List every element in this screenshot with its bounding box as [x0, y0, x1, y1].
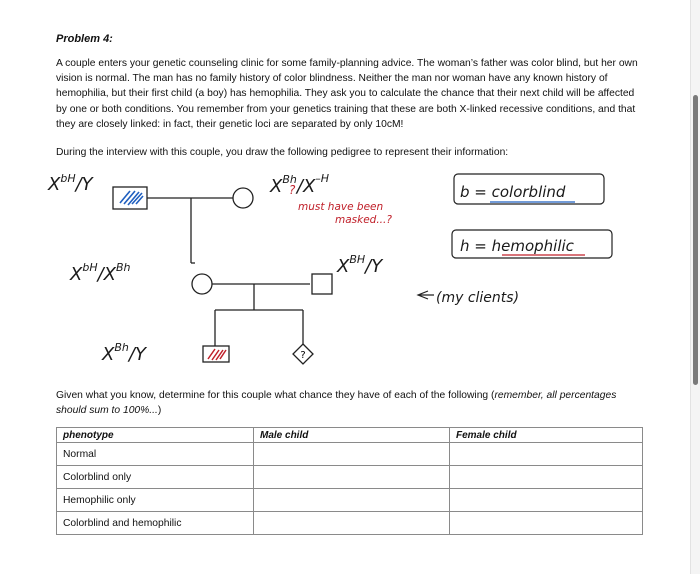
grandmother-circle: [233, 188, 253, 208]
svg-text:h = hemophilic: h = hemophilic: [460, 237, 574, 255]
interview-paragraph: During the interview with this couple, you draw the following pedigree to represent their information:: [56, 147, 509, 158]
phenotype-cell: Colorblind and hemophilic: [57, 512, 254, 535]
problem-title: Problem 4:: [56, 33, 113, 45]
pedigree-lines: [147, 198, 310, 346]
svg-text:(my clients): (my clients): [436, 290, 520, 306]
female-child-cell[interactable]: [450, 489, 643, 512]
unknown-child-mark: ?: [300, 350, 306, 361]
male-child-cell[interactable]: [254, 512, 450, 535]
question-text: Given what you know, determine for this couple what chance they have of each of the following (remember, all percentages should sum to 100%...): [56, 390, 617, 416]
header-male-child: Male child: [254, 428, 450, 443]
masked-annotation-line2: masked...?: [335, 214, 392, 226]
phenotype-cell: Normal: [57, 443, 254, 466]
phenotype-cell: Hemophilic only: [57, 489, 254, 512]
problem-paragraph: A couple enters your genetic counseling clinic for some family-planning advice. The woman’s father was color blind, but her own vision is normal. The man has no family history of color blindness. Neither the man nor woman have any known history of hemophilia, but their first child (a boy) has hemophilia. They ask you to calculate the chance that their next child will be affected by one or both conditions. You remember from your genetics training that these are both X-linked recessive conditions, and that they are closely linked: in fact, their genetic loci are separated by only 10cM!: [56, 58, 638, 130]
female-child-cell[interactable]: [450, 443, 643, 466]
table-row: [57, 466, 643, 489]
header-phenotype: phenotype: [57, 428, 254, 443]
female-child-cell[interactable]: [450, 466, 643, 489]
male-child-cell[interactable]: [254, 466, 450, 489]
clients-note: [418, 290, 519, 306]
grandfather-square: [113, 187, 147, 209]
man-genotype: $X^{BH}/Y$: [337, 253, 383, 277]
grandfather-genotype: $X^{bH}/Y$: [48, 172, 93, 195]
table-row: [57, 512, 643, 535]
male-child-cell[interactable]: [254, 443, 450, 466]
table-row: [57, 443, 643, 466]
scrollbar-thumb[interactable]: [693, 95, 698, 385]
legend-colorblind: [454, 174, 604, 204]
unknown-child-diamond: [293, 344, 313, 364]
man-square: [312, 274, 332, 294]
svg-text:b = colorblind: b = colorblind: [460, 183, 566, 201]
scrollbar[interactable]: [691, 0, 700, 574]
female-child-cell[interactable]: [450, 512, 643, 535]
woman-genotype: $X^{bH}/X^{Bh}$: [70, 261, 131, 285]
legend-hemophilic: [452, 230, 612, 258]
woman-circle: [192, 274, 212, 294]
grandmother-question-mark: ?: [289, 183, 296, 197]
phenotype-cell: Colorblind only: [57, 466, 254, 489]
son-square: [203, 346, 229, 362]
table-header-row: [57, 428, 643, 443]
grandmother-genotype: $X^{Bh}/X^{-H}$: [270, 172, 330, 197]
phenotype-table: [56, 427, 643, 535]
male-child-cell[interactable]: [254, 489, 450, 512]
pedigree-diagram: [40, 160, 640, 375]
masked-annotation-line1: must have been: [298, 201, 384, 213]
header-female-child: Female child: [450, 428, 643, 443]
table-row: [57, 489, 643, 512]
son-genotype: $X^{Bh}/Y$: [102, 341, 146, 365]
